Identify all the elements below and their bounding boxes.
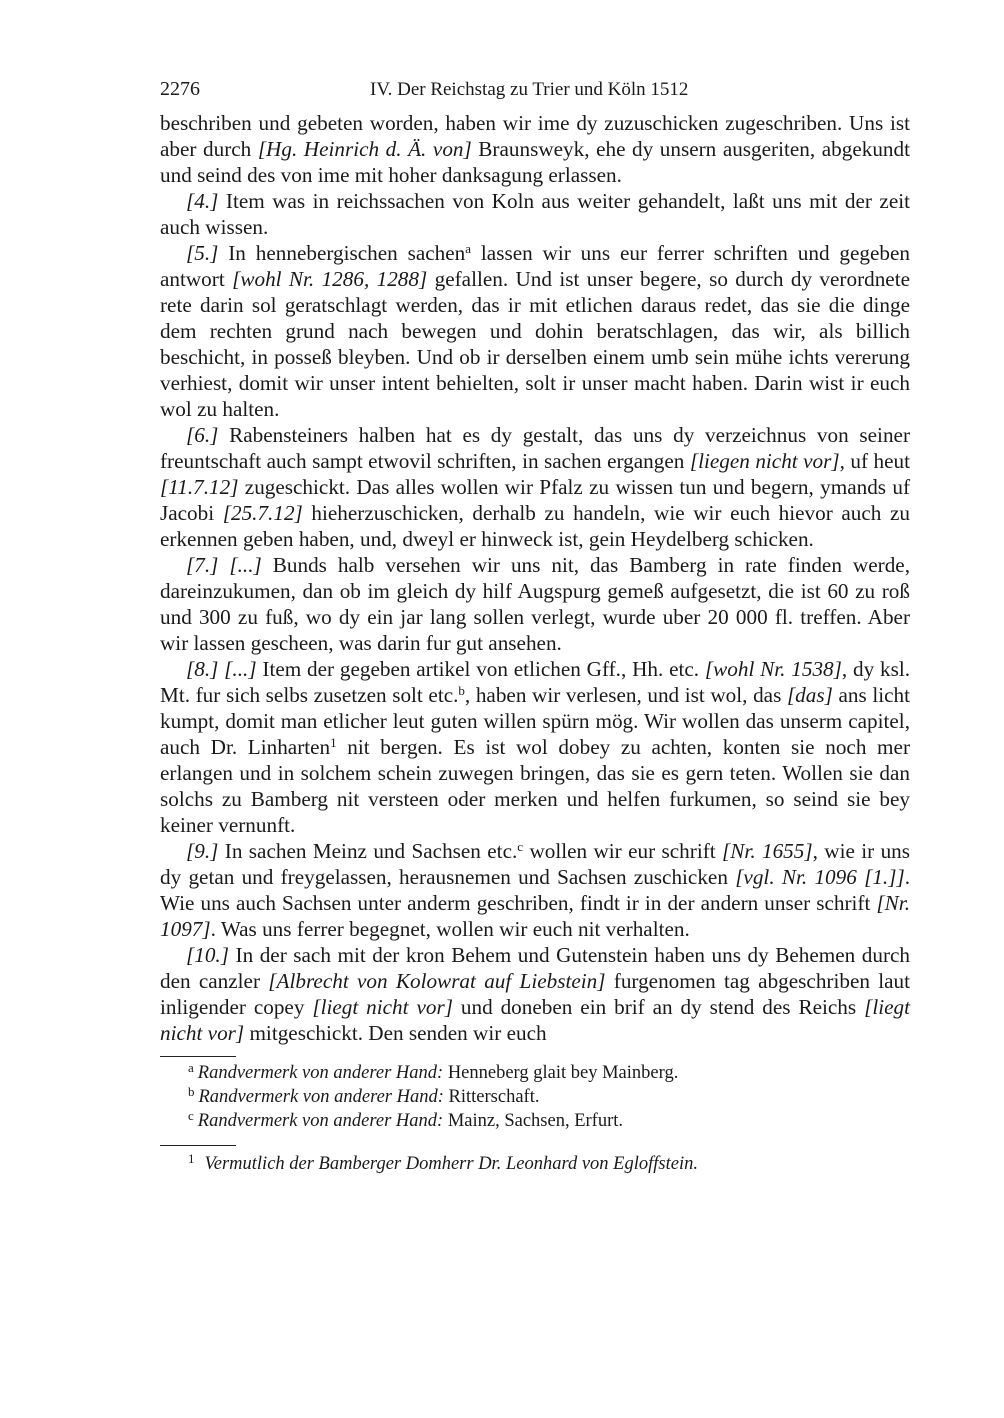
- editorial-insertion: [8.] [...]: [186, 657, 257, 681]
- text-run: ans licht kumpt, domit man etlicher leut guten willen spürn mög. Wir wollen das unserm capitel, auch Dr. Linharten: [160, 683, 910, 759]
- text-run: und doneben ein brif an dy stend des Reichs: [452, 995, 865, 1019]
- text-run: lassen wir uns eur ferrer schriften und gegeben antwort: [160, 241, 910, 291]
- text-run: , haben wir verlesen, und ist wol, das: [464, 683, 787, 707]
- text-run: Item was in reichssachen von Koln aus weiter gehandelt, laßt uns mit der zeit auch wissen.: [160, 189, 910, 239]
- text-run: In hennebergischen sachen: [218, 241, 466, 265]
- text-run: . Wie uns auch Sachsen unter anderm geschriben, findt ir in der andern unser schrift: [160, 865, 910, 915]
- text-run: , dy ksl. Mt. fur sich selbs zusetzen solt etc.: [160, 657, 911, 707]
- running-title: IV. Der Reichstag zu Trier und Köln 1512: [370, 79, 689, 100]
- editorial-insertion: [Hg. Heinrich d. Ä. von]: [257, 137, 472, 161]
- text-run: nit bergen. Es ist wol dobey zu achten, konten sie noch mer erlangen und in solchem schein zuwegen bringen, das sie es gern teten. Wollen sie dan solchs zu Bamberg nit versteen oder merken und helfen furkumen, so seind sie bey keiner vernunft.: [160, 735, 910, 837]
- editorial-insertion: [10.]: [186, 943, 229, 967]
- main-text: [160, 110, 910, 1046]
- editorial-insertion: [25.7.12]: [222, 501, 303, 525]
- text-run: gefallen. Und ist unser begere, so durch dy verordnete rete darin sol geratschlagt werden, das ir mit etlichen daraus redet, das sie die dinge dem rechten grund nach bewegen und dohin beratschlagen, das wir, als billich beschicht, in posseß bleyben. Und ob ir derselben einem umb sein mühe ichts vererung verhiest, domit wir unser intent behielten, solt ir unser macht haben. Darin wist ir euch wol zu halten.: [160, 267, 911, 421]
- paragraph: [160, 942, 910, 1046]
- editorial-insertion: [das]: [786, 683, 833, 707]
- editorial-insertion: [liegt nicht vor]: [312, 995, 453, 1019]
- paragraph: [160, 422, 910, 552]
- note-mark: c: [188, 1108, 194, 1123]
- page-number: 2276: [160, 78, 200, 100]
- text-run: beschriben und gebeten worden, haben wir ime dy zuzuschicken zugeschriben. Uns ist aber durch: [160, 111, 910, 161]
- note-label: Randvermerk von anderer Hand:: [198, 1087, 444, 1107]
- text-run: hieherzuschicken, derhalb zu handeln, wie wir euch hievor auch zu erkennen geben haben, und, dweyl er hinweck ist, gein Heydelberg schicken.: [160, 501, 910, 551]
- notes-separator: [160, 1056, 236, 1057]
- text-run: furgenomen tag abgeschriben laut inligender copey: [160, 969, 910, 1019]
- critical-note: [160, 1061, 910, 1085]
- document-page: [160, 78, 910, 1176]
- editorial-insertion: [Nr. 1655]: [722, 839, 813, 863]
- editorial-insertion: [11.7.12]: [160, 475, 239, 499]
- editorial-insertion: [wohl Nr. 1286, 1288]: [232, 267, 428, 291]
- paragraph: [160, 240, 910, 422]
- text-run: Bunds halb versehen wir uns nit, das Bamberg in rate finden werde, dareinzukumen, dan ob im gleich dy hilf Augspurg gemeß aufgesetzt, die ist 60 zu roß und 300 zu fuß, wo dy ein jar lang sollen verlegt, wurde uber 20 000 fl. treffen. Aber wir lassen gescheen, was darin fur gut ansehen.: [160, 553, 910, 655]
- paragraph: [160, 188, 910, 240]
- editorial-insertion: [vgl. Nr. 1096 [1.]]: [735, 865, 905, 889]
- paragraph: [160, 656, 910, 838]
- text-run: Item der gegeben artikel von etlichen Gff., Hh. etc.: [256, 657, 705, 681]
- text-run: In sachen Meinz und Sachsen etc.: [218, 839, 518, 863]
- text-run: . Was uns ferrer begegnet, wollen wir euch nit verhalten.: [210, 917, 690, 941]
- note-text: Ritterschaft.: [443, 1087, 540, 1107]
- note-reference: b: [458, 683, 465, 698]
- paragraph: [160, 110, 910, 188]
- critical-note: [160, 1085, 910, 1109]
- editorial-insertion: [Albrecht von Kolowrat auf Liebstein]: [268, 969, 606, 993]
- footnote: [160, 1152, 910, 1176]
- note-label: Randvermerk von anderer Hand:: [197, 1111, 444, 1131]
- text-run: zugeschickt. Das alles wollen wir Pfalz zu wissen tun und begern, ymands uf Jacobi: [160, 475, 910, 525]
- editorial-insertion: [wohl Nr. 1538]: [704, 657, 842, 681]
- footnote-text: Vermutlich der Bamberger Domherr Dr. Leonhard von Egloffstein.: [204, 1154, 698, 1174]
- editorial-insertion: [4.]: [186, 189, 219, 213]
- note-text: Mainz, Sachsen, Erfurt.: [443, 1111, 623, 1131]
- editorial-insertion: [7.] [...]: [186, 553, 262, 577]
- text-run: Rabensteiners halben hat es dy gestalt, das uns dy verzeichnus von seiner freuntschaft auch sampt etwovil schriften, in sachen ergangen: [160, 423, 910, 473]
- note-reference: a: [465, 241, 472, 256]
- footnote-number: 1: [188, 1151, 195, 1166]
- text-run: , uf heut: [839, 449, 910, 473]
- note-reference: 1: [330, 735, 337, 750]
- page-header: [160, 78, 910, 108]
- text-run: mitgeschickt. Den senden wir euch: [244, 1021, 547, 1045]
- paragraph: [160, 552, 910, 656]
- text-critical-notes: [160, 1061, 910, 1133]
- editorial-insertion: [9.]: [186, 839, 219, 863]
- text-run: wollen wir eur schrift: [523, 839, 723, 863]
- editorial-insertion: [Nr. 1097]: [160, 891, 910, 941]
- text-run: In der sach mit der kron Behem und Gutenstein haben uns dy Behemen durch den canzler: [160, 943, 910, 993]
- text-run: , wie ir uns dy getan und freygelassen, herausnemen und Sachsen zuschicken: [160, 839, 911, 889]
- text-run: Braunsweyk, ehe dy unsern ausgeriten, abgekundt und seind des von ime mit hoher danksagung erlassen.: [160, 137, 910, 187]
- footnote-separator: [160, 1145, 236, 1146]
- note-mark: b: [188, 1084, 195, 1099]
- note-reference: c: [517, 839, 524, 854]
- editorial-insertion: [liegt nicht vor]: [160, 995, 910, 1045]
- note-text: Henneberg glait bey Mainberg.: [443, 1063, 679, 1083]
- critical-note: [160, 1109, 910, 1133]
- paragraph: [160, 838, 910, 942]
- editorial-insertion: [5.]: [186, 241, 219, 265]
- note-label: Randvermerk von anderer Hand:: [197, 1063, 444, 1083]
- editorial-insertion: [6.]: [186, 423, 219, 447]
- note-mark: a: [188, 1060, 194, 1075]
- editorial-insertion: [liegen nicht vor]: [689, 449, 840, 473]
